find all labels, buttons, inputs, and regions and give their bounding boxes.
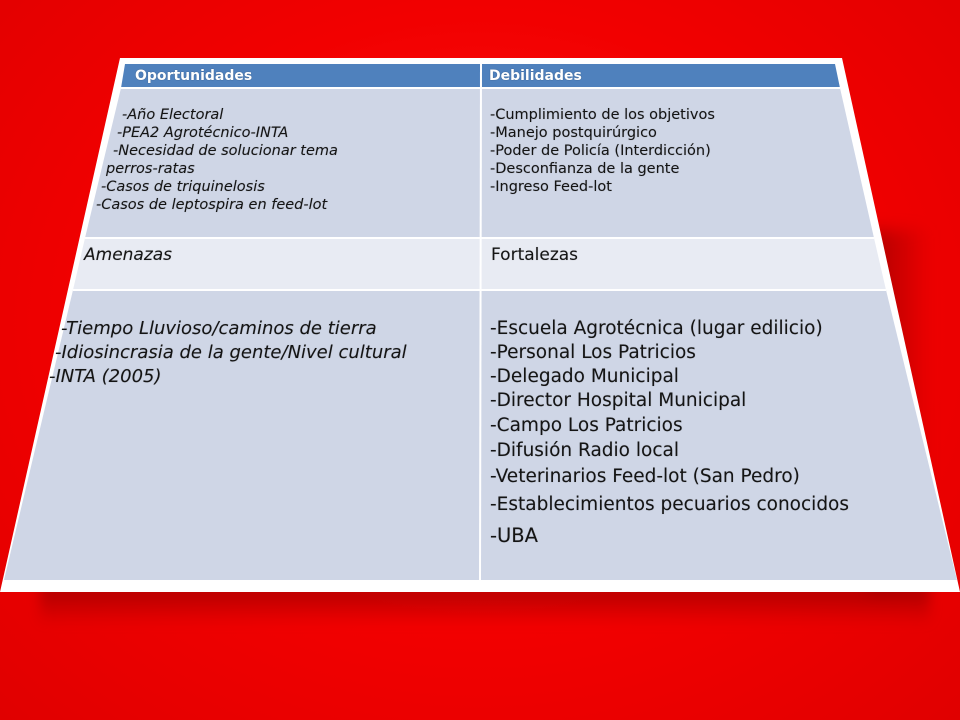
opportunity-item: -Necesidad de solucionar tema [113,143,338,159]
threat-item: -Idiosincrasia de la gente/Nivel cultural [55,342,407,363]
opportunity-item: -Año Electoral [122,107,224,123]
opportunity-item: -Casos de triquinelosis [101,179,265,195]
weakness-item: -Poder de Policía (Interdicción) [490,143,711,159]
header-opportunities: Oportunidades [135,68,253,84]
weakness-item: -Ingreso Feed-lot [490,179,612,195]
strength-item: -Escuela Agrotécnica (lugar edilicio) [490,318,823,339]
weakness-item: -Manejo postquirúrgico [490,125,657,141]
strength-item: -Delegado Municipal [490,366,679,387]
weakness-item: -Desconfianza de la gente [490,161,680,177]
header-weaknesses: Debilidades [489,68,582,84]
label-strengths: Fortalezas [491,245,579,265]
opportunity-item: -PEA2 Agrotécnico-INTA [117,125,289,141]
strength-item: -Veterinarios Feed-lot (San Pedro) [490,466,800,487]
weakness-item: -Cumplimiento de los objetivos [490,107,715,123]
strength-item: -Director Hospital Municipal [490,390,747,411]
strength-item: -UBA [490,524,539,547]
label-threats: Amenazas [84,245,173,265]
strength-item: -Personal Los Patricios [490,342,696,363]
strength-item: -Difusión Radio local [490,440,679,461]
opportunity-item: -Casos de leptospira en feed-lot [96,197,328,213]
threat-item: -INTA (2005) [49,366,162,387]
strength-item: -Establecimientos pecuarios conocidos [490,494,850,515]
opportunity-item: perros-ratas [106,161,195,177]
strength-item: -Campo Los Patricios [490,415,683,436]
threat-item: -Tiempo Lluvioso/caminos de tierra [61,318,377,339]
